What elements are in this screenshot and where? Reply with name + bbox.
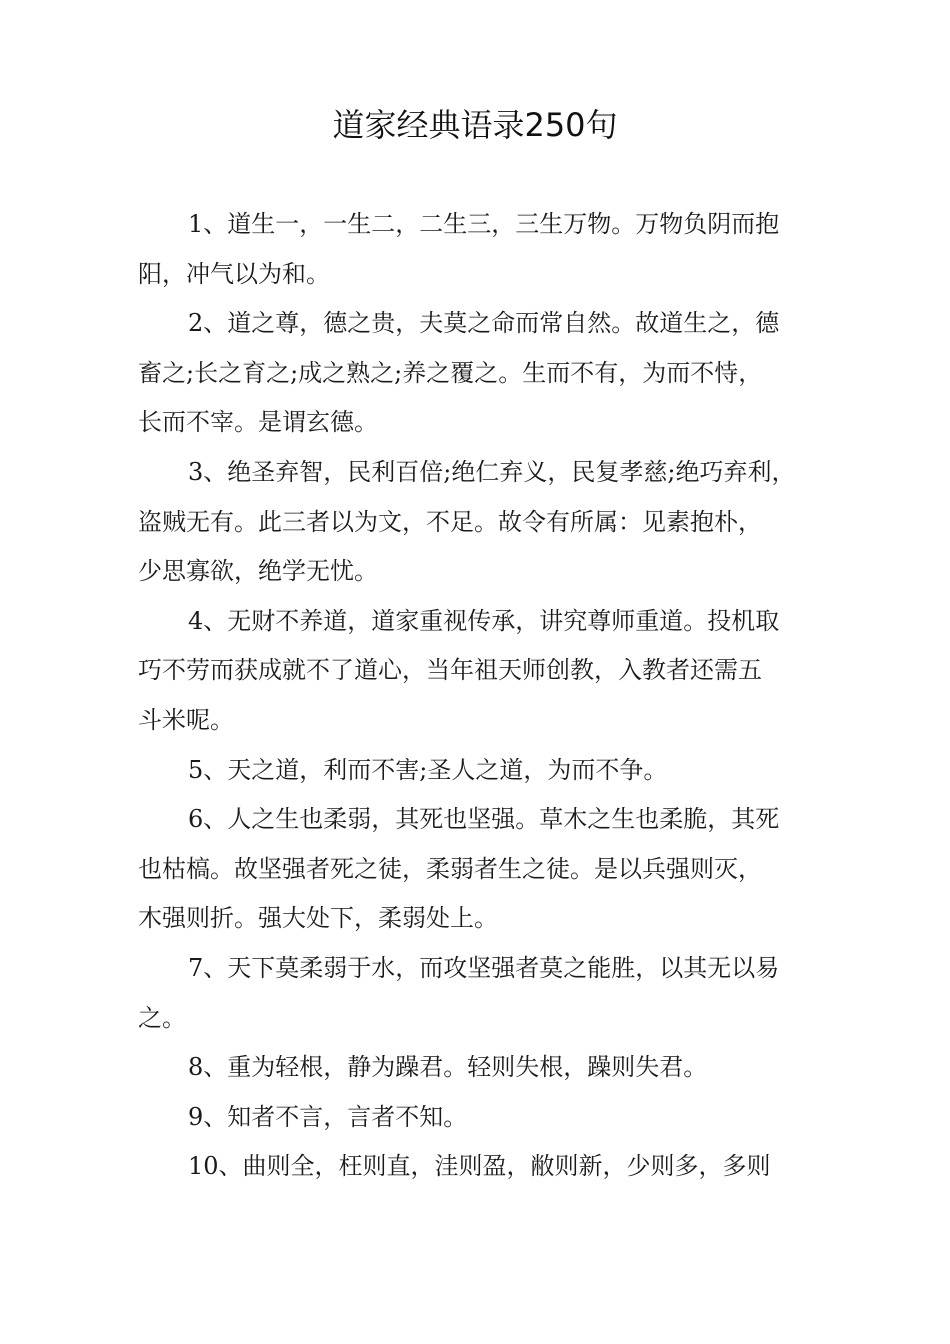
text-line: 9、知者不言，言者不知。: [188, 1102, 468, 1131]
text-line: 盗贼无有。此三者以为文，不足。故令有所属：见素抱朴，: [138, 507, 762, 536]
paragraph-8: [138, 1043, 838, 1093]
paragraph-10: [138, 1142, 838, 1192]
text-line: 木强则折。强大处下，柔弱处上。: [138, 904, 498, 933]
paragraph-4: [138, 597, 838, 746]
document-title: 道家经典语录250句: [332, 106, 618, 144]
text-line: 畜之;长之育之;成之熟之;养之覆之。生而不有，为而不恃，: [138, 358, 763, 387]
text-line: 5、天之道，利而不害;圣人之道，为而不争。: [188, 755, 668, 784]
text-line: 2、道之尊，德之贵，夫莫之命而常自然。故道生之，德: [188, 309, 780, 338]
text-line: 长而不宰。是谓玄德。: [138, 408, 378, 437]
paragraph-6: [138, 795, 838, 944]
text-line: 3、绝圣弃智，民利百倍;绝仁弃义，民复孝慈;绝巧弃利，: [188, 457, 796, 486]
document-body: [138, 200, 838, 1192]
text-line: 巧不劳而获成就不了道心，当年祖天师创教，入教者还需五: [138, 656, 762, 685]
text-line: 也枯槁。故坚强者死之徒，柔弱者生之徒。是以兵强则灭，: [138, 854, 762, 883]
paragraph-3: [138, 448, 838, 597]
text-line: 阳，冲气以为和。: [138, 259, 330, 288]
text-line: 10、曲则全，枉则直，洼则盈，敝则新，少则多，多则: [188, 1152, 771, 1181]
text-line: 4、无财不养道，道家重视传承，讲究尊师重道。投机取: [188, 606, 780, 635]
paragraph-7: [138, 944, 838, 1043]
text-line: 少思寡欲，绝学无忧。: [138, 557, 378, 586]
text-line: 斗米呢。: [138, 705, 234, 734]
text-line: 8、重为轻根，静为躁君。轻则失根，躁则失君。: [188, 1053, 708, 1082]
text-line: 7、天下莫柔弱于水，而攻坚强者莫之能胜，以其无以易: [188, 953, 780, 982]
text-line: 6、人之生也柔弱，其死也坚强。草木之生也柔脆，其死: [188, 805, 780, 834]
text-line: 1、道生一，一生二，二生三，三生万物。万物负阴而抱: [188, 210, 780, 238]
paragraph-5: [138, 746, 838, 796]
paragraph-2: [138, 299, 838, 448]
paragraph-9: [138, 1093, 838, 1143]
text-line: 之。: [138, 1003, 186, 1032]
paragraph-1: [138, 200, 838, 299]
